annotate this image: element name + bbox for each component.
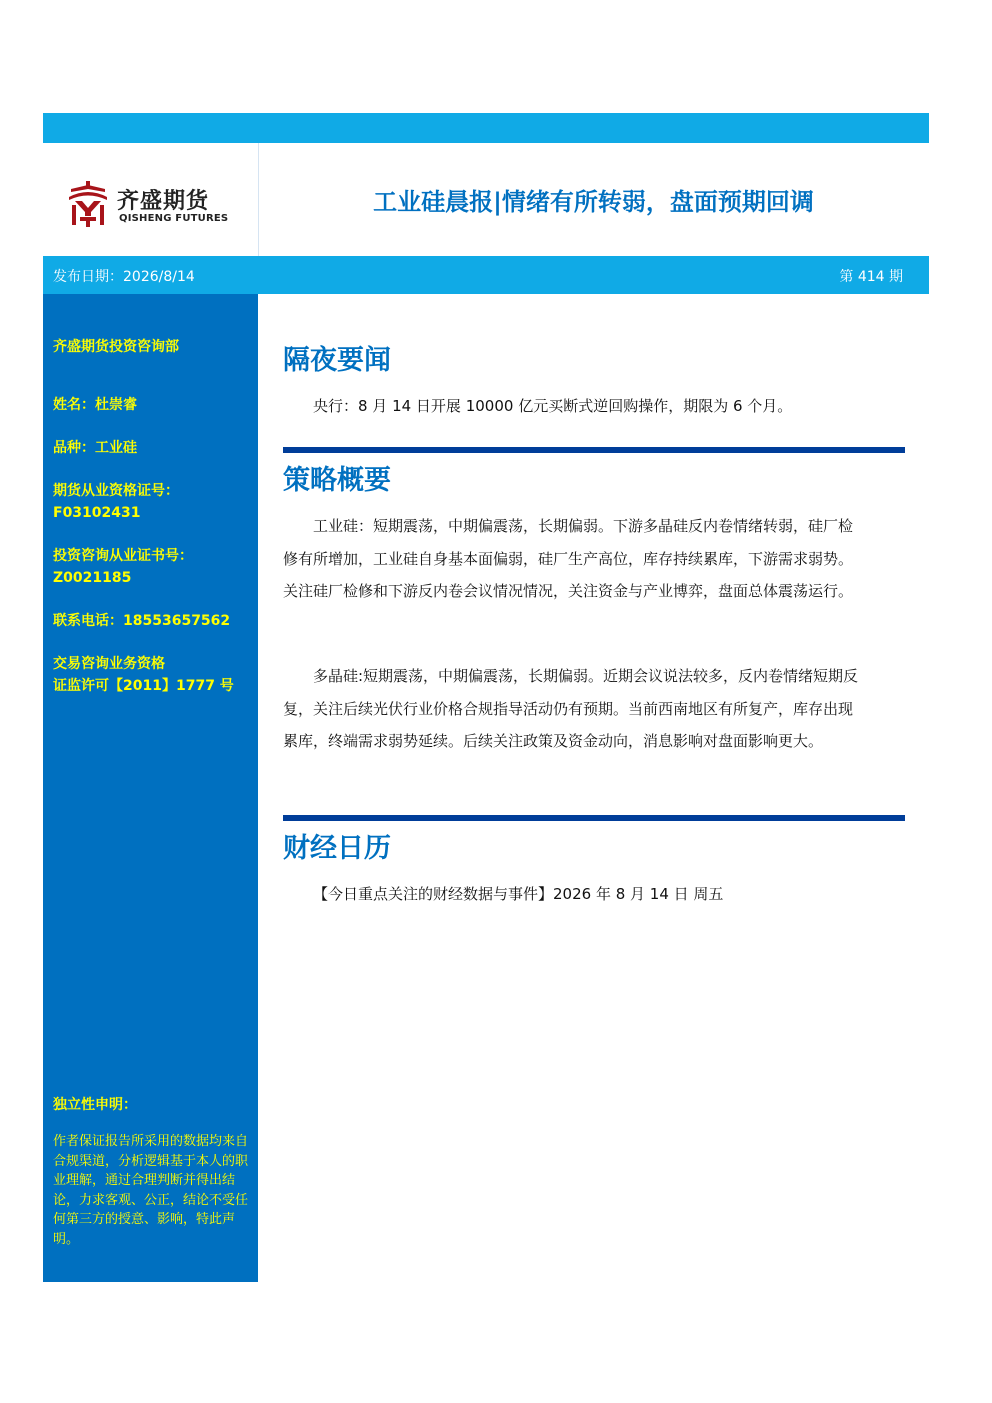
disclaimer-text: 作者保证报告所采用的数据均来自合规渠道，分析逻辑基于本人的职业理解，通过合理判断并得出结论，力求客观、公正，结论不受任何第三方的授意、影响，特此声明。	[53, 1134, 249, 1247]
license-line-1: 交易咨询业务资格	[53, 656, 165, 672]
overnight-news-text: 央行：8 月 14 日开展 10000 亿元买断式逆回购操作，期限为 6 个月。	[313, 397, 793, 415]
disclaimer-title: 独立性申明：	[53, 1097, 137, 1113]
report-header	[43, 143, 929, 256]
futures-cert-number: F03102431	[53, 505, 141, 521]
qisheng-logo-icon	[67, 181, 109, 227]
section-divider	[283, 815, 905, 821]
overnight-news-title: 隔夜要闻	[283, 345, 391, 376]
issue-number: 第 414 期	[839, 269, 903, 285]
variety: 品种：工业硅	[53, 440, 137, 456]
contact-phone: 联系电话：18553657562	[53, 613, 231, 629]
report-title: 工业硅晨报|情绪有所转弱，盘面预期回调	[373, 188, 814, 216]
advisor-cert-number: Z0021185	[53, 570, 132, 586]
strategy-paragraph-polysilicon: 多晶硅:短期震荡，中期偏震荡，长期偏弱。近期会议说法较多，反内卷情绪短期反复，关注后续光伏行业价格合规指导活动仍有预期。当前西南地区有所复产，库存出现累库，终端需求弱势延续。后续关注政策及资金动向，消息影响对盘面影响更大。	[283, 667, 859, 750]
financial-calendar-title: 财经日历	[283, 833, 391, 864]
advisor-cert-label: 投资咨询从业证书号：	[53, 548, 193, 564]
strategy-paragraph-silicon: 工业硅：短期震荡，中期偏震荡，长期偏弱。下游多晶硅反内卷情绪转弱，硅厂检修有所增加，工业硅自身基本面偏弱，硅厂生产高位，库存持续累库，下游需求弱势。关注硅厂检修和下游反内卷会议情况情况，关注资金与产业博弈，盘面总体震荡运行。	[283, 517, 854, 600]
license-line-2: 证监许可【2011】1777 号	[53, 678, 234, 694]
analyst-name: 姓名：杜崇睿	[53, 397, 137, 413]
logo-area	[43, 143, 259, 256]
logo-text-cn: 齐盛期货	[117, 189, 210, 214]
section-divider	[283, 447, 905, 453]
meta-bar	[43, 256, 929, 294]
strategy-summary-title: 策略概要	[283, 465, 391, 496]
logo-text-en: QISHENG FUTURES	[119, 213, 229, 224]
futures-cert-label: 期货从业资格证号：	[53, 483, 179, 499]
department-name: 齐盛期货投资咨询部	[53, 339, 179, 355]
top-accent-bar	[43, 113, 929, 143]
financial-calendar-text: 【今日重点关注的财经数据与事件】2026 年 8 月 14 日 周五	[313, 885, 724, 903]
author-sidebar	[43, 294, 258, 1282]
publish-date: 发布日期：2026/8/14	[53, 269, 195, 285]
